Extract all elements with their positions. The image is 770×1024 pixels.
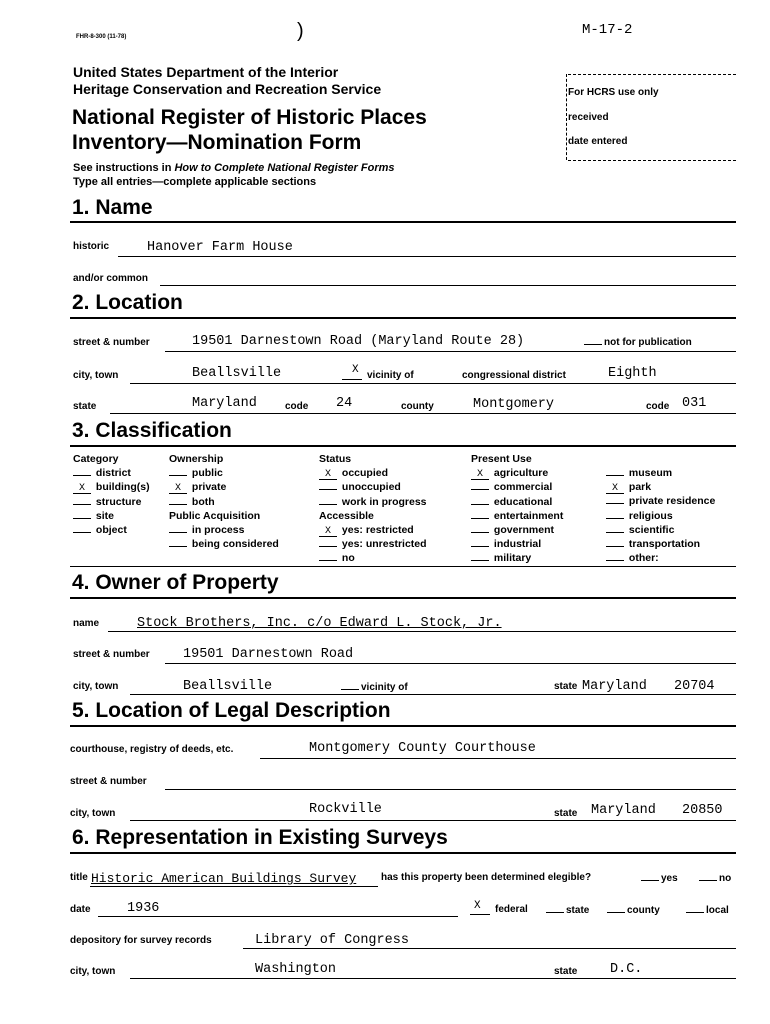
present-use-option [471,495,563,509]
present-use-list-2 [606,466,715,565]
state-code-label: code [285,401,309,412]
present-use-option [606,509,715,523]
category-option [73,495,150,509]
category-option [73,466,150,480]
location-city-value: Beallsville [192,366,282,381]
common-line [160,285,736,286]
present-use-mark [606,524,624,533]
category-label: district [93,467,131,480]
section-4-rule [70,597,736,599]
present-use-option [606,480,715,494]
scan-mark: ) [297,20,304,42]
present-use-label: religious [626,509,673,522]
survey-county-option-label: county [627,905,660,916]
agency-line-2: Heritage Conservation and Recreation Service [73,81,382,97]
hcrs-received: received [568,112,609,123]
page-id: M-17-2 [582,22,633,38]
status-label: unoccupied [339,481,401,494]
section-5-rule [70,725,736,727]
section-3-heading: 3. Classification [72,419,232,442]
owner-state-value: Maryland [582,679,647,694]
common-label: and/or common [73,273,149,284]
accessible-label: yes: unrestricted [339,538,427,551]
eligible-no [699,872,731,884]
present-use-mark [471,538,489,547]
accessible-option [319,551,427,565]
county-code-value: 031 [682,396,707,411]
legal-city-label: city, town [70,808,116,819]
present-use-option [606,494,715,508]
historic-label: historic [73,241,110,252]
section-2-heading: 2. Location [72,291,183,314]
status-label: work in progress [339,495,427,508]
owner-city-line [130,694,736,695]
present-use-option [606,537,715,551]
present-use-label: scientific [626,523,675,536]
present-use-label: industrial [491,538,542,551]
accessible-label: yes: restricted [339,524,414,537]
location-state-label: state [73,401,97,412]
status-option [319,466,427,480]
survey-title-value: Historic American Buildings Survey [91,871,357,886]
present-use-option [471,480,563,494]
accessible-option [319,537,427,551]
category-mark [73,524,91,533]
acquisition-mark [169,538,187,547]
present-use-column [471,452,563,566]
present-use-mark [606,510,624,519]
accessible-title: Accessible [319,509,374,522]
present-use-mark [606,495,624,504]
federal-mark: X [474,900,481,912]
hcrs-box-left [566,74,567,160]
present-use-option [471,537,563,551]
historic-value: Hanover Farm House [147,240,293,255]
survey-state-option-label: state [566,905,590,916]
status-option [319,480,427,494]
survey-city-label: city, town [70,966,116,977]
federal-label: federal [495,904,528,915]
instructions-line-2: Type all entries—complete applicable sections [73,176,317,188]
present-use-mark [606,538,624,547]
hcrs-box-top [568,74,736,75]
owner-street-line [165,663,736,664]
present-use-option [471,509,563,523]
category-mark [73,510,91,519]
accessible-label: no [339,552,355,565]
present-use-list-1 [471,466,563,565]
owner-street-value: 19501 Darnestown Road [183,647,354,662]
status-title: Status [319,453,352,465]
courthouse-value: Montgomery County Courthouse [309,741,536,756]
survey-date-value: 1936 [127,901,160,916]
status-mark [319,481,337,490]
depository-label: depository for survey records [70,935,212,946]
present-use-label: government [491,524,555,537]
present-use-label: private residence [626,495,716,508]
federal-blank [470,914,490,915]
present-use-option [471,466,563,480]
present-use-mark [471,552,489,561]
present-use-option [606,523,715,537]
owner-vicinity-blank [341,681,359,690]
category-mark [73,496,91,505]
legal-zip: 20850 [682,803,723,818]
vicinity-label: vicinity of [367,370,414,381]
section-2-rule [70,317,736,319]
ownership-mark [169,467,187,476]
survey-state-blank [546,904,564,913]
survey-local-blank [686,904,704,913]
section-6-rule [70,852,736,854]
category-option [73,523,150,537]
location-state-line [110,413,736,414]
location-state-value: Maryland [192,396,257,411]
status-column [319,452,427,566]
depository-value: Library of Congress [255,933,409,948]
eligible-no-blank [699,872,717,881]
accessible-option [319,523,427,537]
form-title-line-1: National Register of Historic Places [72,106,427,129]
historic-line [118,256,736,257]
present-use-title: Present Use [471,453,532,465]
not-for-publication-blank [584,336,602,345]
form-title-line-2: Inventory—Nomination Form [72,131,362,154]
ownership-option [169,480,279,494]
location-street-value: 19501 Darnestown Road (Maryland Route 28) [192,334,525,349]
location-street-label: street & number [73,337,150,348]
eligible-yes [641,872,678,884]
legal-state-label: state [554,808,578,819]
survey-local-option-label: local [706,905,729,916]
accessible-mark [319,552,337,561]
legal-city-value: Rockville [309,802,382,817]
survey-title-label: title [70,872,88,883]
survey-county-option [607,904,660,916]
form-number: FHR-8-300 (11-78) [76,34,127,40]
owner-city-label: city, town [73,681,119,692]
ownership-option [169,466,279,480]
present-use-mark: X [471,471,489,480]
owner-street-label: street & number [73,649,150,660]
state-code-value: 24 [336,396,353,411]
present-use-mark: X [606,485,624,494]
present-use-option [606,466,715,480]
category-option [73,480,150,494]
present-use-mark [606,552,624,561]
vicinity-blank [342,379,362,380]
ownership-option [169,495,279,509]
ownership-label: private [189,481,227,494]
hcrs-date-entered: date entered [568,136,628,147]
acquisition-option [169,523,279,537]
survey-local-option [686,904,729,916]
status-label: occupied [339,467,389,480]
present-use-label: museum [626,467,673,479]
section-1-rule [70,221,736,223]
acquisition-mark [169,524,187,533]
owner-vicinity-label: vicinity of [361,682,408,693]
vicinity-mark: X [352,364,359,376]
present-use-column-2 [606,466,715,565]
category-option [73,509,150,523]
legal-street-label: street & number [70,776,147,787]
legal-state-value: Maryland [591,803,656,818]
ownership-mark [169,496,187,505]
owner-city-value: Beallsville [183,679,273,694]
category-mark: X [73,485,91,494]
status-option [319,495,427,509]
ownership-label: both [189,495,215,508]
eligible-yes-label: yes [661,873,678,884]
survey-state-label: state [554,966,578,977]
present-use-option [606,551,715,565]
survey-date-line [98,916,458,917]
ownership-label: public [189,467,223,480]
location-city-label: city, town [73,370,119,381]
category-label: object [93,524,127,537]
accessible-mark [319,538,337,547]
legal-street-line [165,789,736,790]
present-use-label: park [626,481,652,494]
legal-city-line [130,820,736,821]
present-use-label: educational [491,495,553,508]
present-use-label: agriculture [491,467,549,480]
section-4-heading: 4. Owner of Property [72,571,279,594]
present-use-mark [471,481,489,490]
survey-title-line [90,886,378,887]
section-1-heading: 1. Name [72,196,153,219]
acquisition-label: in process [189,524,245,537]
instructions-prefix: See instructions in [73,162,175,174]
owner-zip: 20704 [674,679,715,694]
owner-name-line [108,631,736,632]
category-label: building(s) [93,481,150,494]
present-use-label: transportation [626,538,701,551]
accessible-mark: X [319,528,337,537]
depository-line [243,948,736,949]
accessible-list [319,523,427,566]
survey-state-value: D.C. [610,962,643,977]
eligible-yes-blank [641,872,659,881]
section-3-bottom-rule [70,566,736,567]
survey-state-option [546,904,589,916]
status-list [319,466,427,509]
ownership-list [169,466,279,509]
category-label: structure [93,495,142,508]
public-acquisition-title: Public Acquisition [169,509,261,522]
acquisition-option [169,537,279,551]
owner-vicinity [341,681,408,693]
county-label: county [401,401,434,412]
section-5-heading: 5. Location of Legal Description [72,699,391,722]
courthouse-label: courthouse, registry of deeds, etc. [70,744,234,755]
survey-date-label: date [70,904,91,915]
section-3-rule [70,445,736,447]
county-code-label: code [646,401,670,412]
instructions-line-1 [73,162,395,174]
eligible-question: has this property been determined elegible? [381,872,592,883]
category-column [73,452,150,537]
hcrs-box-bottom [568,160,736,161]
ownership-title: Ownership [169,453,224,465]
hcrs-title: For HCRS use only [568,87,659,98]
agency-line-1: United States Department of the Interior [73,64,339,80]
present-use-label: entertainment [491,509,564,522]
survey-city-value: Washington [255,962,337,977]
acquisition-list [169,523,279,551]
present-use-option [471,551,563,565]
ownership-column [169,452,279,551]
status-mark: X [319,471,337,480]
owner-name-value: Stock Brothers, Inc. c/o Edward L. Stock, Jr. [137,616,502,631]
present-use-mark [471,496,489,505]
ownership-mark: X [169,485,187,494]
status-mark [319,496,337,505]
owner-state-label: state [554,681,578,692]
instructions-title: How to Complete National Register Forms [174,162,395,174]
owner-name-label: name [73,618,100,629]
category-title: Category [73,453,119,465]
location-city-line [130,383,736,384]
location-street-line [165,351,736,352]
present-use-label: military [491,552,532,565]
present-use-label: other: [626,552,659,565]
not-for-publication-label: not for publication [604,337,692,348]
present-use-mark [606,467,624,476]
survey-city-line [130,978,736,979]
not-for-publication [584,336,692,348]
county-value: Montgomery [473,397,555,412]
category-mark [73,467,91,476]
eligible-no-label: no [719,873,732,884]
survey-county-blank [607,904,625,913]
present-use-mark [471,510,489,519]
district-value: Eighth [608,366,657,381]
present-use-label: commercial [491,481,553,494]
district-label: congressional district [462,370,566,381]
acquisition-label: being considered [189,538,279,551]
category-list [73,466,150,537]
category-label: site [93,509,115,522]
present-use-mark [471,524,489,533]
present-use-option [471,523,563,537]
courthouse-line [260,758,736,759]
section-6-heading: 6. Representation in Existing Surveys [72,826,448,849]
